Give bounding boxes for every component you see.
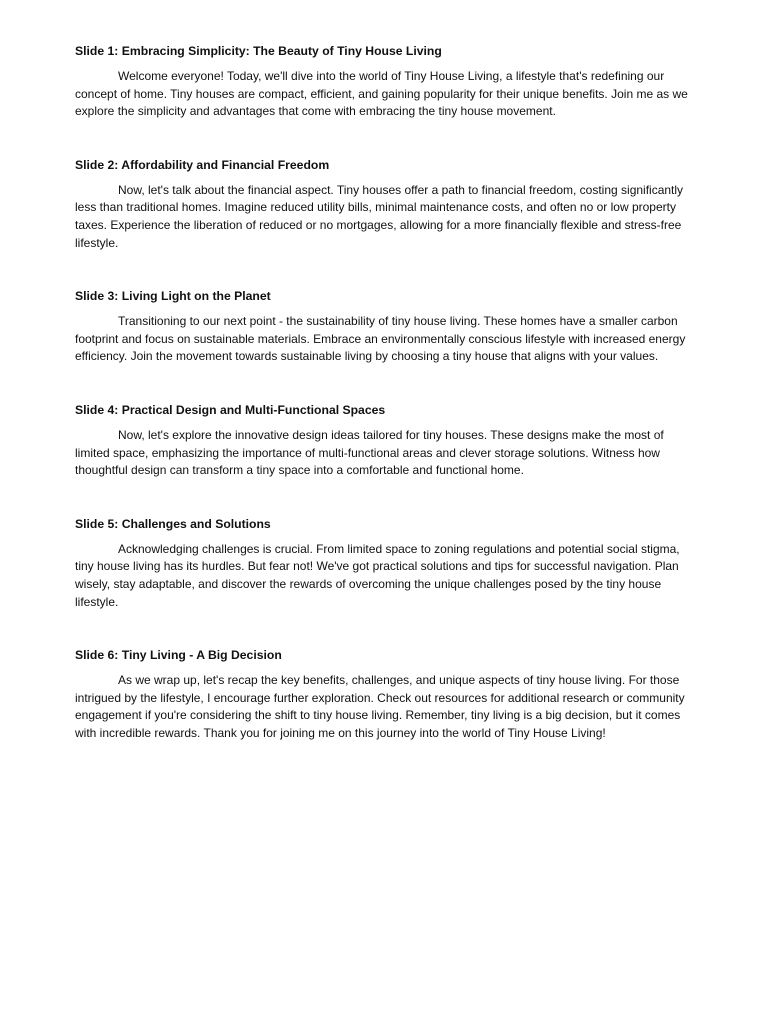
slide-paragraph: Acknowledging challenges is crucial. From limited space to zoning regulations and potential social stigma, tiny house living has its hurdles. But fear not! We've got practical solutions and tips for successful navigation. Plan wisely, stay adaptable, and discover the rewards of overcoming the unique challenges posed by the tiny house lifestyle. bbox=[75, 541, 680, 609]
slide-paragraph: As we wrap up, let's recap the key benefits, challenges, and unique aspects of tiny house living. For those intrigued by the lifestyle, I encourage further exploration. Check out resources for additional research or community engagement if you're considering the shift to tiny house living. Remember, tiny living is a big decision, but it comes with incredible rewards. Thank you for joining me on this journey into the world of Tiny House Living! bbox=[75, 673, 685, 740]
slide-section-2 bbox=[75, 157, 695, 252]
slide-heading: Slide 1: Embracing Simplicity: The Beauty of Tiny House Living bbox=[75, 44, 442, 58]
slide-paragraph: Transitioning to our next point - the sustainability of tiny house living. These homes have a smaller carbon footprint and focus on sustainable materials. Embrace an environmentally conscious lifestyle with increased energy efficiency. Join the movement towards sustainable living by choosing a tiny house that aligns with your values. bbox=[75, 314, 686, 364]
slide-heading: Slide 3: Living Light on the Planet bbox=[75, 289, 271, 304]
slide-section-1 bbox=[75, 43, 695, 121]
slide-heading: Slide 6: Tiny Living - A Big Decision bbox=[75, 648, 282, 663]
slide-heading: Slide 4: Practical Design and Multi-Functional Spaces bbox=[75, 402, 386, 417]
slide-paragraph: Now, let's talk about the financial aspect. Tiny houses offer a path to financial freedom, costing significantly less than traditional homes. Imagine reduced utility bills, minimal maintenance costs, and often no or low property taxes. Experience the liberation of reduced or no mortgages, allowing for a more financially flexible and stress-free lifestyle. bbox=[75, 182, 684, 250]
slide-paragraph: Now, let's explore the innovative design ideas tailored for tiny houses. These designs make the most of limited space, emphasizing the importance of multi-functional areas and clever storage solutions. Witness how thoughtful design can transform a tiny space into a comfortable and functional home. bbox=[75, 427, 664, 478]
slide-heading: Slide 2: Affordability and Financial Freedom bbox=[75, 157, 330, 172]
slide-paragraph: Welcome everyone! Today, we'll dive into the world of Tiny House Living, a lifestyle that's redefining our concept of home. Tiny houses are compact, efficient, and gaining popularity for their unique benefits. Join me as we explore the simplicity and advantages that come with embracing the tiny house movement. bbox=[75, 69, 688, 119]
document-content bbox=[75, 43, 695, 778]
slide-heading: Slide 5: Challenges and Solutions bbox=[75, 516, 271, 531]
slide-section-6 bbox=[75, 647, 695, 742]
slide-section-5 bbox=[75, 516, 695, 611]
slide-section-4 bbox=[75, 402, 695, 480]
slide-section-3 bbox=[75, 288, 695, 366]
